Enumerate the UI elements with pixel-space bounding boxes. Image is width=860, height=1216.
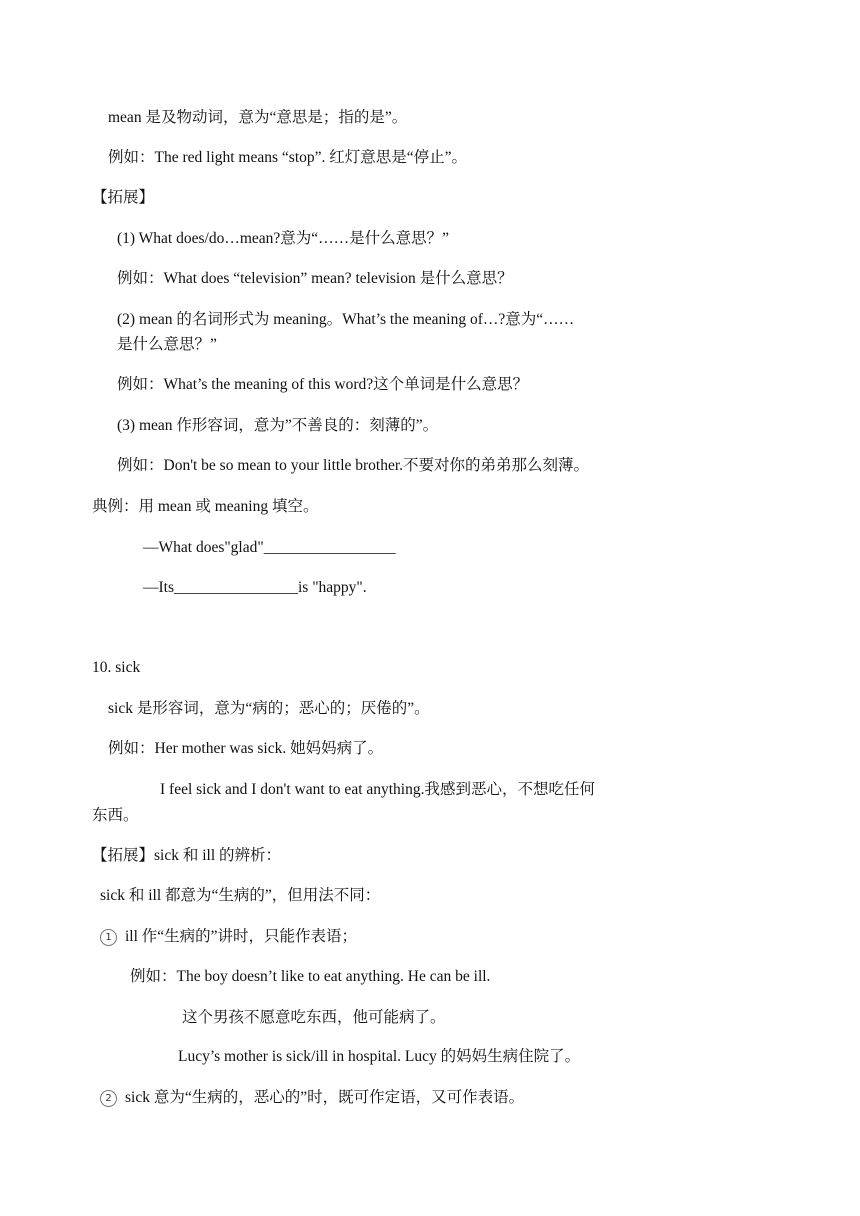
sick-example-1: 例如：Her mother was sick. 她妈妈病了。 xyxy=(108,740,384,757)
usage-example-2: Lucy’s mother is sick/ill in hospital. Lucy 的妈妈生病住院了。 xyxy=(178,1048,581,1065)
extension-item-2-cont: 是什么意思？” xyxy=(117,336,217,353)
exercise-question-2: —Its________________is "happy". xyxy=(143,579,367,596)
section-title-sick: 10. sick xyxy=(92,659,141,676)
mean-example: 例如：The red light means “stop”. 红灯意思是“停止”。 xyxy=(108,149,468,166)
extension-example-3: 例如：Don't be so mean to your little brother.不要对你的弟弟那么刻薄。 xyxy=(117,457,590,474)
extension-item-1: (1) What does/do…mean?意为“……是什么意思？” xyxy=(117,230,450,247)
usage-point-2-text: sick 意为“生病的，恶心的”时，既可作定语，又可作表语。 xyxy=(125,1089,525,1106)
exercise-heading: 典例：用 mean 或 meaning 填空。 xyxy=(92,498,319,515)
extension-item-3: (3) mean 作形容词，意为”不善良的：刻薄的”。 xyxy=(117,417,439,434)
usage-example-1-translation: 这个男孩不愿意吃东西，他可能病了。 xyxy=(182,1009,446,1026)
sick-example-2-cont: 东西。 xyxy=(92,807,139,824)
sick-ill-heading: 【拓展】sick 和 ill 的辨析： xyxy=(92,847,282,864)
extension-example-2: 例如：What’s the meaning of this word?这个单词是什么意思？ xyxy=(117,376,529,393)
extension-heading: 【拓展】 xyxy=(92,189,155,206)
usage-point-1 xyxy=(100,927,357,947)
extension-item-2: (2) mean 的名词形式为 meaning。What’s the meaning of…?意为“…… xyxy=(117,311,575,328)
exercise-question-1: —What does"glad"_________________ xyxy=(143,539,396,556)
mean-definition: mean 是及物动词，意为“意思是；指的是”。 xyxy=(108,109,408,126)
circled-number-1: 1 xyxy=(100,929,117,946)
extension-example-1: 例如：What does “television” mean? television 是什么意思？ xyxy=(117,270,513,287)
usage-point-1-text: ill 作“生病的”讲时，只能作表语； xyxy=(125,928,358,945)
circled-number-2: 2 xyxy=(100,1090,117,1107)
sick-example-2: I feel sick and I don't want to eat anything.我感到恶心，不想吃任何 xyxy=(160,781,595,798)
sick-ill-intro: sick 和 ill 都意为“生病的”，但用法不同： xyxy=(100,887,381,904)
usage-point-2 xyxy=(100,1088,524,1108)
usage-example-1: 例如：The boy doesn’t like to eat anything. He can be ill. xyxy=(130,968,491,985)
sick-definition: sick 是形容词，意为“病的；恶心的；厌倦的”。 xyxy=(108,700,430,717)
